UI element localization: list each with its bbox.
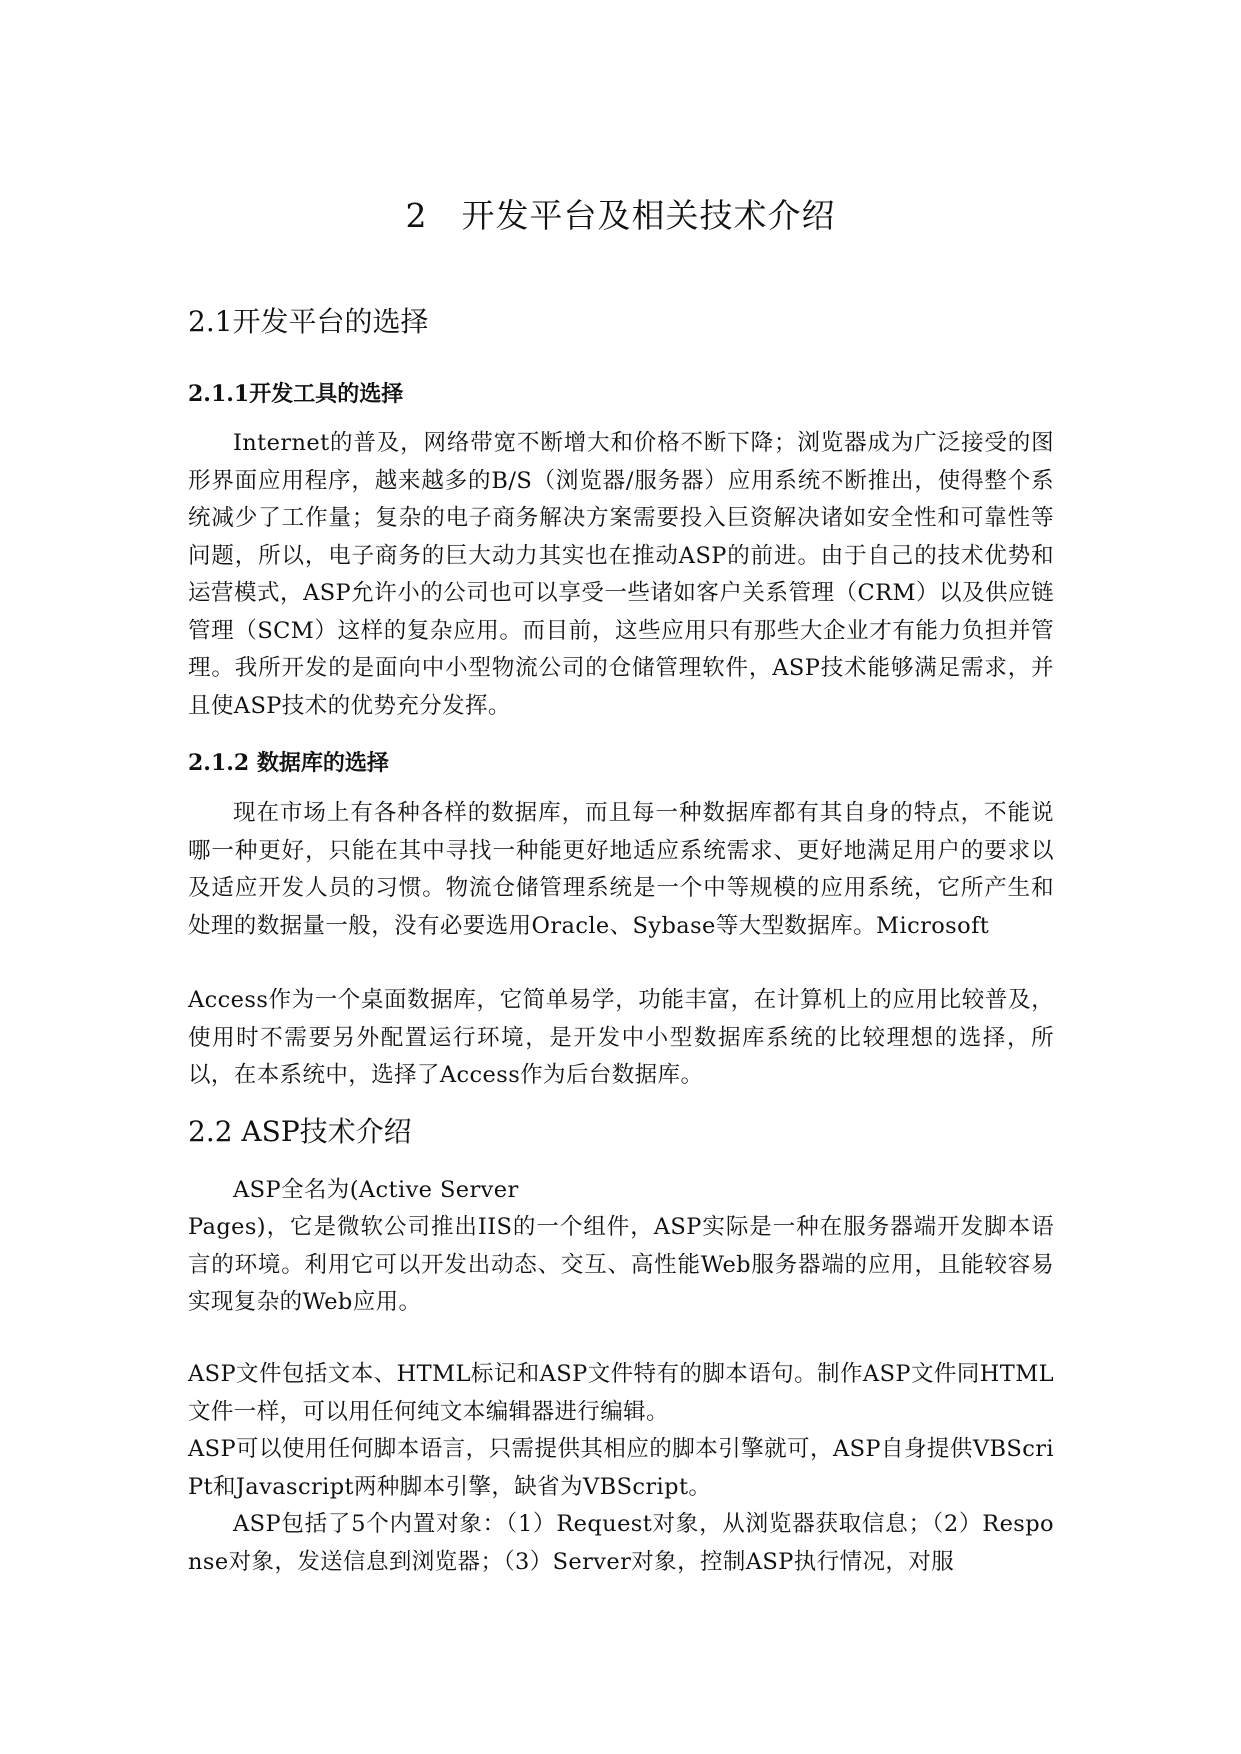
section-2-1-1-heading: 2.1.1开发工具的选择 [188,381,404,407]
section-2-2-paragraph-4: ASP包括了5个内置对象：（1）Request对象，从浏览器获取信息；（2）Response对象，发送信息到浏览器；（3）Server对象，控制ASP执行情况，对服 [188,1511,1054,1575]
chapter-title: 2 开发平台及相关技术介绍 [405,196,836,235]
section-2-2-first-line: ASP全名为(Active Server [233,1177,519,1203]
section-2-1-2-paragraph-2: Access作为一个桌面数据库，它简单易学，功能丰富，在计算机上的应用比较普及，使用时不需要另外配置运行环境，是开发中小型数据库系统的比较理想的选择，所以，在本系统中，选择了Access作为后台数据库。 [188,987,1054,1088]
section-2-1-2-heading: 2.1.2 数据库的选择 [188,750,389,776]
section-2-1-2-paragraph-1: 现在市场上有各种各样的数据库，而且每一种数据库都有其自身的特点，不能说哪一种更好，只能在其中寻找一种能更好地适应系统需求、更好地满足用户的要求以及适应开发人员的习惯。物流仓储管理系统是一个中等规模的应用系统，它所产生和处理的数据量一般，没有必要选用Oracle、Sybase等大型数据库。Microsoft [188,800,1054,939]
section-2-1-1-paragraph: Internet的普及，网络带宽不断增大和价格不断下降；浏览器成为广泛接受的图形界面应用程序，越来越多的B/S（浏览器/服务器）应用系统不断推出，使得整个系统减少了工作量；复杂的电子商务解决方案需要投入巨资解决诸如安全性和可靠性等问题，所以，电子商务的巨大动力其实也在推动ASP的前进。由于自己的技术优势和运营模式，ASP允许小的公司也可以享受一些诸如客户关系管理（CRM）以及供应链管理（SCM）这样的复杂应用。而目前，这些应用只有那些大企业才有能力负担并管理。我所开发的是面向中小型物流公司的仓储管理软件，ASP技术能够满足需求，并且使ASP技术的优势充分发挥。 [188,430,1054,719]
section-2-1-heading: 2.1开发平台的选择 [188,305,429,338]
section-2-2-heading: 2.2 ASP技术介绍 [188,1115,412,1148]
section-2-2-paragraph-1: Pages)，它是微软公司推出IIS的一个组件，ASP实际是一种在服务器端开发脚本语言的环境。利用它可以开发出动态、交互、高性能Web服务器端的应用，且能较容易实现复杂的Web应用。 [188,1214,1054,1315]
section-2-2-paragraph-2: ASP文件包括文本、HTML标记和ASP文件特有的脚本语句。制作ASP文件同HTML文件一样，可以用任何纯文本编辑器进行编辑。 [188,1361,1054,1425]
section-2-2-paragraph-3: ASP可以使用任何脚本语言，只需提供其相应的脚本引擎就可，ASP自身提供VBScriPt和Javascript两种脚本引擎，缺省为VBScript。 [188,1436,1054,1500]
